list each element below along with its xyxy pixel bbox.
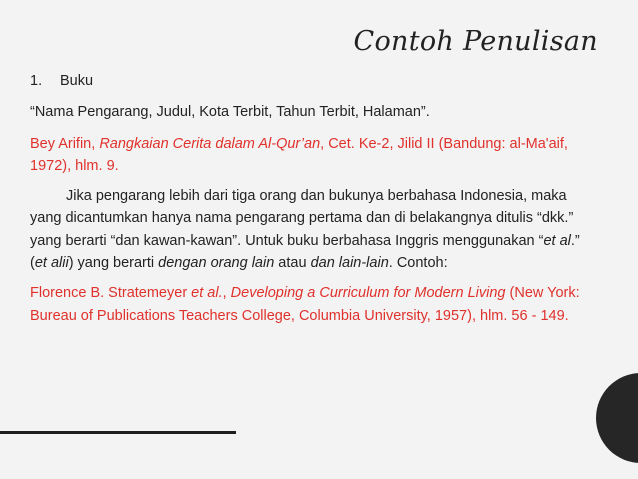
explanation-text: . Contoh:	[388, 255, 448, 272]
citation-rest: (New York: Bureau of Publications Teachers College, Columbia University, 1957), hlm. 56 - 149.	[30, 285, 580, 324]
citation-rest: , Cet. Ke-2, Jilid II (Bandung: al-Ma'aif, 1972), hlm. 9.	[30, 135, 568, 174]
explanation-etal: et al	[543, 232, 571, 249]
decorative-line	[0, 431, 236, 434]
slide-title: Contoh Penulisan	[353, 26, 598, 57]
explanation-paragraph	[30, 185, 595, 274]
explanation-text: ) yang berarti	[68, 255, 159, 272]
format-line: “Nama Pengarang, Judul, Kota Terbit, Tahun Terbit, Halaman”.	[30, 104, 430, 121]
explanation-etalii: et alii	[34, 255, 69, 272]
explanation-text: .” (	[30, 232, 580, 272]
example-citation-2	[30, 282, 595, 327]
citation-etal: et al.	[191, 285, 223, 302]
slide-content	[30, 70, 595, 327]
citation-title: Developing a Curriculum for Modern Living	[230, 285, 506, 302]
example-citation-1	[30, 133, 595, 178]
explanation-italic: dengan orang lain	[158, 255, 275, 272]
decorative-circle	[596, 373, 638, 463]
list-item-label: Buku	[60, 73, 94, 89]
citation-separator: ,	[222, 285, 231, 302]
citation-author: Florence B. Stratemeyer	[30, 285, 192, 302]
citation-title: Rangkaian Cerita dalam Al-Qur’an	[99, 135, 321, 152]
list-item	[30, 70, 595, 92]
citation-author: Bey Arifin,	[30, 135, 100, 152]
explanation-text: atau	[274, 255, 311, 272]
explanation-italic: dan lain-lain	[310, 255, 389, 272]
explanation-text: Jika pengarang lebih dari tiga orang dan bukunya berbahasa Indonesia, maka yang dicantumkan hanya nama pengarang pertama dan di belakangnya ditulis “dkk.” yang berarti “dan kawan-kawan”. Untuk buku berbahasa Inggris menggunakan “	[30, 188, 574, 249]
list-number: 1.	[30, 73, 43, 89]
